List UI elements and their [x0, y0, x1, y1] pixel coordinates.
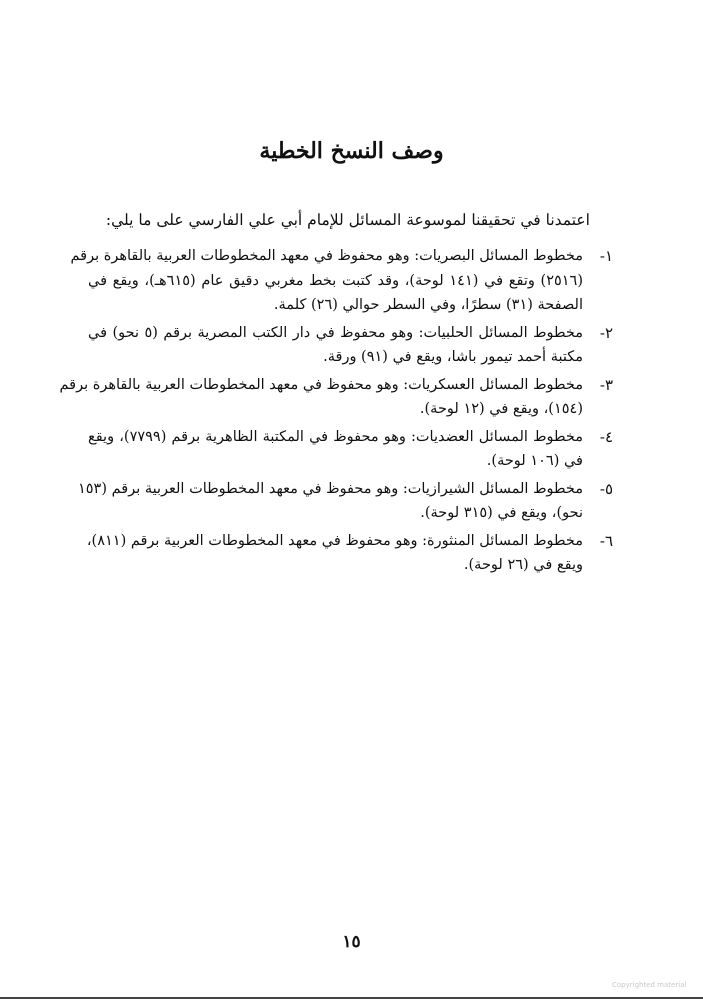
page-number: ١٥: [342, 932, 361, 952]
list-item-number: ١-: [599, 247, 613, 265]
list-item: [88, 321, 613, 370]
list-item: [70, 244, 613, 318]
list-item: [59, 373, 613, 422]
watermark: Copyrighted material: [612, 981, 687, 989]
list-item-line: مخطوط المسائل العضديات: وهو محفوظ في المكتبة الظاهرية برقم (٧٧٩٩)، ويقع: [88, 428, 583, 445]
list-item-number: ٣-: [599, 375, 613, 394]
list-item-line: (١٥٤)، ويقع في (١٢ لوحة).: [419, 401, 583, 417]
list-item: [77, 477, 613, 526]
list-item-number: ٢-: [599, 323, 613, 342]
list-item-line: مخطوط المسائل المنثورة: وهو محفوظ في معهد المخطوطات العربية برقم (٨١١)،: [86, 532, 583, 549]
list-item-line: الصفحة (٣١) سطرًا، وفي السطر حوالي (٢٦) كلمة.: [273, 297, 583, 313]
list-item-line: في (١٠٦ لوحة).: [486, 453, 583, 469]
list-item-line: نحو)، ويقع في (٣١٥ لوحة).: [420, 505, 583, 521]
list-item-line: مخطوط المسائل الحلبيات: وهو محفوظ في دار الكتب المصرية برقم (٥ نحو) في: [88, 324, 583, 341]
list-item-number: ٥-: [599, 479, 613, 498]
intro-paragraph: اعتمدنا في تحقيقنا لموسوعة المسائل للإمام أبي علي الفارسي على ما يلي:: [105, 211, 590, 229]
page-title: وصف النسخ الخطية: [259, 138, 444, 164]
list-item-line: مكتبة أحمد تيمور باشا، ويقع في (٩١) ورقة.: [323, 349, 583, 365]
list-item-line: مخطوط المسائل العسكريات: وهو محفوظ في معهد المخطوطات العربية بالقاهرة برقم: [59, 376, 583, 393]
list-item: [88, 425, 613, 474]
list-item-line: مخطوط المسائل البصريات: وهو محفوظ في معهد المخطوطات العربية بالقاهرة برقم: [70, 248, 583, 264]
manuscript-list: [59, 244, 613, 581]
list-item-line: مخطوط المسائل الشيرازيات: وهو محفوظ في معهد المخطوطات العربية برقم (١٥٣: [77, 480, 583, 497]
list-item: [88, 529, 613, 578]
list-item-number: ٤-: [599, 427, 613, 446]
list-item-line: ويقع في (٢٦ لوحة).: [463, 557, 583, 573]
list-item-line: (٢٥١٦) وتقع في (١٤١ لوحة)، وقد كتبت بخط مغربي دقيق عام (٦١٥هـ)، ويقع في: [88, 272, 584, 289]
list-item-number: ٦-: [599, 531, 613, 550]
